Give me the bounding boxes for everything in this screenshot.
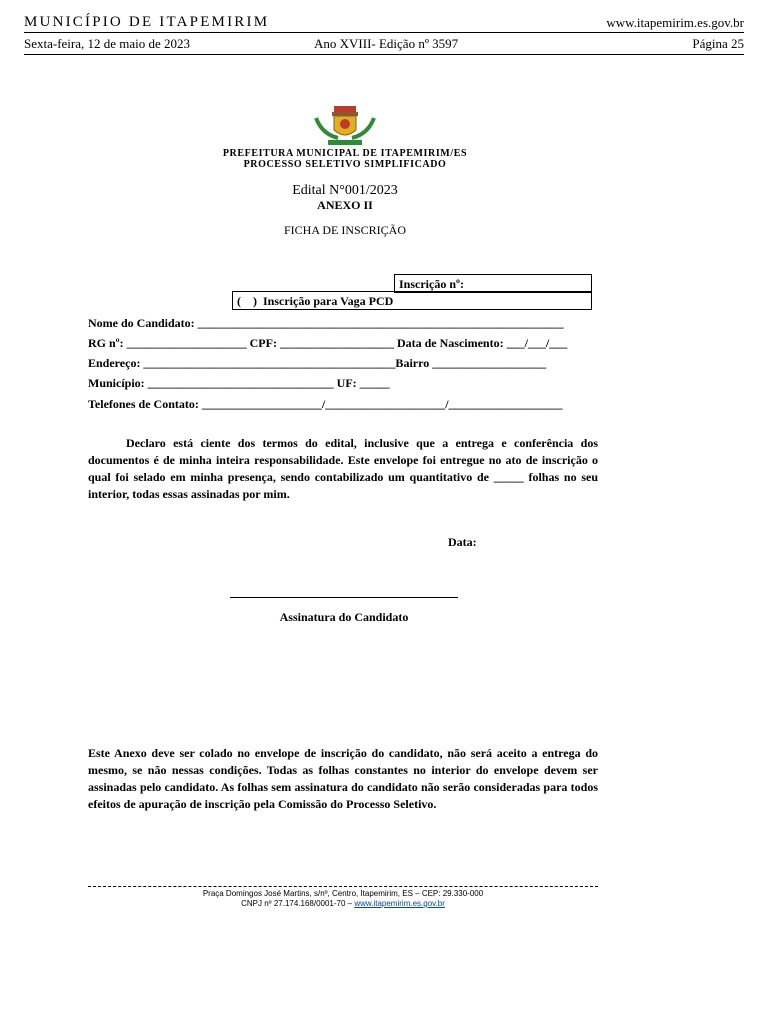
edital-title: Edital N°001/2023 — [292, 183, 398, 198]
pcd-option-label: ( ) Inscrição para Vaga PCD — [237, 294, 394, 308]
registration-label: Inscrição nº: — [399, 277, 464, 291]
org-line-1: PREFEITURA MUNICIPAL DE ITAPEMIRIM/ES — [222, 148, 468, 159]
candidate-name-field[interactable]: Nome do Candidato: _____________________________________________________________ — [88, 316, 564, 330]
page-number: Página 25 — [692, 36, 744, 51]
header-rule — [24, 32, 744, 33]
footer-cnpj-text: CNPJ nº 27.174.168/0001-70 – — [241, 899, 355, 908]
declaration-paragraph: Declaro está ciente dos termos do edital, inclusive que a entrega e conferência dos documentos é de minha inteira responsabilidade. Este envelope foi entregue no ato de inscrição o qual foi selado em minha presença, sendo contabilizado um quantitativo de _____ folhas no seu interior, todas essas assinadas por mim. — [88, 436, 598, 501]
edition-number: Ano XVIII- Edição nº 3597 — [314, 36, 459, 51]
city-state-field[interactable]: Município: _______________________________ UF: _____ — [88, 376, 390, 390]
pcd-option-box[interactable] — [232, 291, 592, 310]
footer-website-link[interactable]: www.itapemirim.es.gov.br — [354, 899, 445, 908]
footer-address: Praça Domingos José Martins, s/nº, Centro, Itapemirim, ES – CEP: 29.330-000 — [202, 889, 484, 898]
signature-line — [230, 597, 458, 598]
org-line-2: PROCESSO SELETIVO SIMPLIFICADO — [243, 159, 447, 170]
form-title: FICHA DE INSCRIÇÃO — [283, 223, 406, 237]
address-field[interactable]: Endereço: __________________________________________Bairro ___________________ — [88, 356, 547, 370]
publication-date: Sexta-feira, 12 de maio de 2023 — [24, 36, 191, 51]
phones-field[interactable]: Telefones de Contato: ____________________/____________________/___________________ — [88, 397, 563, 411]
signature-label: Assinatura do Candidato — [279, 610, 409, 624]
notice-paragraph: Este Anexo deve ser colado no envelope de inscrição do candidato, não será aceito a entrega do mesmo, se não nessas condições. Todas as folhas constantes no interior do envelope devem ser assinadas pelo candidato. As folhas sem assinatura do candidato não serão consideradas para todos efeitos de apuração de inscrição pela Comissão do Processo Seletivo. — [88, 746, 598, 811]
annex-title: ANEXO II — [317, 198, 373, 212]
rg-cpf-birthdate-field[interactable]: RG nº: ____________________ CPF: ___________________ Data de Nascimento: ___/___/___ — [88, 336, 568, 350]
date-label: Data: — [448, 535, 477, 549]
footer-cnpj — [88, 899, 598, 908]
municipality-title: MUNICÍPIO DE ITAPEMIRIM — [24, 14, 270, 30]
coat-of-arms-icon — [312, 104, 378, 148]
website-header: www.itapemirim.es.gov.br — [606, 15, 744, 30]
footer-rule — [88, 886, 598, 887]
header-rule-bottom — [24, 54, 744, 55]
